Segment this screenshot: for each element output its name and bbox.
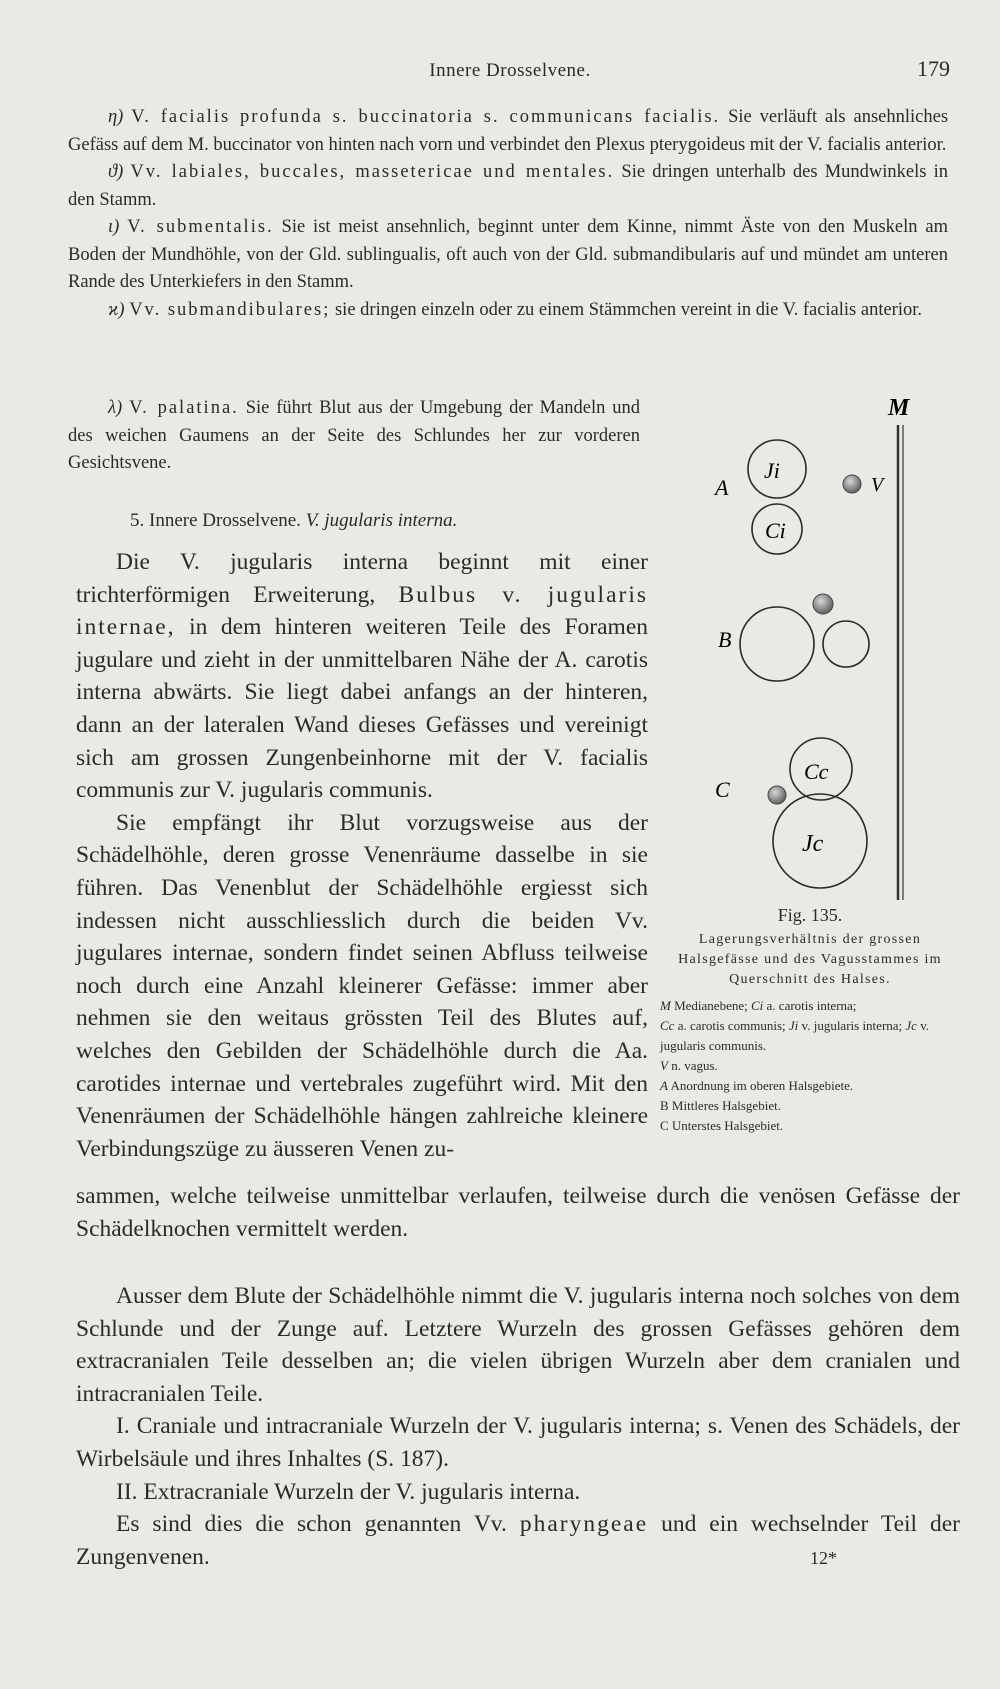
legend-text: Unterstes Halsgebiet. (671, 1118, 784, 1133)
entry-name: V. palatina. (129, 398, 239, 418)
legend-text: v. jugularis interna; (801, 1018, 903, 1033)
entry-marker: η) (108, 107, 124, 127)
paragraph-text: in dem hinteren weiteren Teile des Foramen jugulare und zieht in der unmittelbaren Nähe der A. carotis interna abwärts. Sie liegt dabei anfangs an der hinteren, dann an der lateralen Wand dieses Gefässes und vereinigt sich am grossen Zungenbeinhorne mit der V. facialis communis zur V. jugularis communis. (76, 614, 649, 804)
entry-marker: ϰ) (108, 299, 125, 320)
label-B: B (718, 627, 732, 652)
legend-line-1 (660, 996, 960, 1016)
paragraph-2-continued: sammen, welche teilweise unmittelbar verlaufen, teilweise durch die venösen Gefässe der Schädelknochen vermittelt werden. (76, 1183, 960, 1242)
entry-text: Sie verläuft als ansehnliches Gefäss auf dem M. buccinator von hinten nach vorn und verbindet den Plexus pterygoideus mit der V. facialis anterior. (68, 107, 949, 155)
figure-number: Fig. 135. (777, 905, 843, 925)
figure-legend (660, 996, 960, 1136)
legend-abbr: C (660, 1118, 669, 1133)
paragraph-text: und ein wechselnder Teil der Zungenvenen. (76, 1511, 961, 1570)
figure-caption (660, 905, 960, 1136)
entry-marker: λ) (108, 398, 123, 418)
spaced-term: pharyngeae (519, 1511, 649, 1538)
running-head: Innere Drosselvene. (429, 60, 591, 81)
legend-line-3 (660, 1056, 960, 1076)
vagus-B (813, 594, 833, 614)
paragraph-4: I. Craniale und intracraniale Wurzeln der V. jugularis interna; s. Venen des Schädels, der Wirbelsäule und ihres Inhaltes (S. 187). (76, 1413, 960, 1472)
entry-lambda-block (68, 395, 640, 478)
entry-theta (68, 159, 948, 214)
entry-name: V. facialis profunda s. buccinatoria s. communicans facialis. (131, 107, 721, 127)
entry-name: Vv. labiales, buccales, massetericae und mentales. (130, 162, 615, 182)
legend-abbr: Cc (660, 1018, 675, 1033)
legend-text: v. jugularis communis. (660, 1018, 930, 1053)
legend-text: a. carotis interna; (766, 998, 857, 1013)
legend-text: a. carotis communis; (677, 1018, 786, 1033)
label-Ci: Ci (765, 518, 786, 543)
entry-text: Sie führt Blut aus der Umgebung der Mandeln und des weichen Gaumens an der Seite des Schlundes her zur vorderen Gesichtsvene. (68, 398, 641, 473)
entry-name: V. submentalis. (127, 217, 274, 237)
signature-mark: 12* (810, 1548, 837, 1568)
entry-marker: ι) (108, 217, 120, 237)
legend-text: n. vagus. (671, 1058, 718, 1073)
body-text-narrow (76, 546, 648, 1165)
circle-Ji-B (740, 607, 814, 681)
vagus-A (843, 475, 861, 493)
spaced-term: Bulbus v. jugularis internae, (76, 581, 649, 641)
entry-text: sie dringen einzeln oder zu einem Stämmchen vereint in die V. facialis anterior. (334, 299, 922, 320)
label-Cc: Cc (804, 759, 829, 784)
label-M: M (888, 395, 910, 421)
label-Jc: Jc (802, 831, 824, 857)
circle-Ci-B (823, 621, 869, 667)
legend-line-4 (660, 1076, 960, 1096)
label-A: A (715, 475, 729, 500)
label-C: C (715, 777, 730, 802)
section-latin: V. jugularis interna. (305, 510, 458, 531)
paragraph-1 (76, 546, 648, 807)
page-number: 179 (917, 56, 950, 81)
paragraph-text: Es sind dies die schon genannten Vv. (116, 1511, 507, 1538)
section-title: Innere Drosselvene. (149, 510, 301, 531)
legend-line-6 (660, 1116, 960, 1136)
legend-abbr: Jc (905, 1018, 917, 1033)
entry-text: Sie dringen unterhalb des Mundwinkels in den Stamm. (68, 162, 948, 210)
entry-lambda (68, 395, 640, 478)
vessel-diagram (660, 385, 960, 905)
body-text-bottom (76, 1280, 960, 1573)
paragraph-3: Ausser dem Blute der Schädelhöhle nimmt die V. jugularis interna noch solches von dem Schlunde und der Zunge auf. Letztere Wurzeln des grossen Gefässes gehören dem extracranialen Teile desselben an; die vielen übrigen Wurzeln aber dem cranialen und intracranialen Teile. (76, 1283, 960, 1407)
legend-abbr: Ji (788, 1018, 799, 1033)
entry-kappa (68, 297, 948, 325)
legend-text: Anordnung im oberen Halsgebiete. (670, 1078, 854, 1093)
entry-eta (68, 104, 948, 159)
body-text-wide (76, 1180, 960, 1245)
legend-abbr: A (660, 1078, 668, 1093)
paragraph-2: Sie empfängt ihr Blut vorzugsweise aus der Schädelhöhle, deren grosse Venenräume dasselbe in sie führen. Das Venenblut der Schädelhöhle ergiesst sich indessen nicht ausschliesslich durch die beiden Vv. jugulares internae, sondern findet seinen Abfluss teilweise noch durch eine Anzahl kleinerer Gefässe: immer aber nehmen sie den weitaus grössten Teil des Blutes auf, welches den Gebilden der Schädelhöhle durch die Aa. carotides internae und vertebrales zugeführt wird. Mit den Venenräumen der Schädelhöhle hängen zahlreiche kleinere Verbindungszüge zu äusseren Venen zu- (76, 809, 648, 1162)
label-V: V (871, 474, 884, 496)
legend-abbr: B (660, 1098, 669, 1113)
entry-list (68, 104, 948, 324)
entry-text: Sie ist meist ansehnlich, beginnt unter dem Kinne, nimmt Äste von den Muskeln am Boden der Mundhöhle, von der Gld. sublingualis, oft auch von der Gld. submandibularis auf und mündet am unteren Rande des Unterkiefers in den Stamm. (68, 217, 949, 292)
entry-name: Vv. submandibulares; (129, 299, 331, 320)
page-header (70, 52, 950, 92)
legend-line-2 (660, 1016, 960, 1056)
label-Ji: Ji (764, 458, 780, 483)
section-heading (130, 510, 457, 532)
vagus-C (768, 786, 786, 804)
legend-line-5 (660, 1096, 960, 1116)
legend-text: Mittleres Halsgebiet. (671, 1098, 781, 1113)
paragraph-5: II. Extracraniale Wurzeln der V. jugularis interna. (116, 1478, 581, 1505)
figure-135 (660, 385, 960, 905)
legend-abbr: M (660, 998, 671, 1013)
section-number: 5. (130, 510, 145, 531)
entry-iota (68, 214, 948, 297)
figure-title: Lagerungsverhältnis der grossen Halsgefässe und des Vagusstammes im Querschnitt des Halses. (678, 932, 942, 987)
paragraph-text: Die V. jugularis interna beginnt mit einer trichterförmigen Erweiterung, (76, 549, 648, 608)
legend-text: Medianebene; (674, 998, 748, 1013)
entry-marker: ϑ) (108, 162, 124, 182)
legend-abbr: V (660, 1058, 668, 1073)
legend-abbr: Ci (750, 998, 764, 1013)
